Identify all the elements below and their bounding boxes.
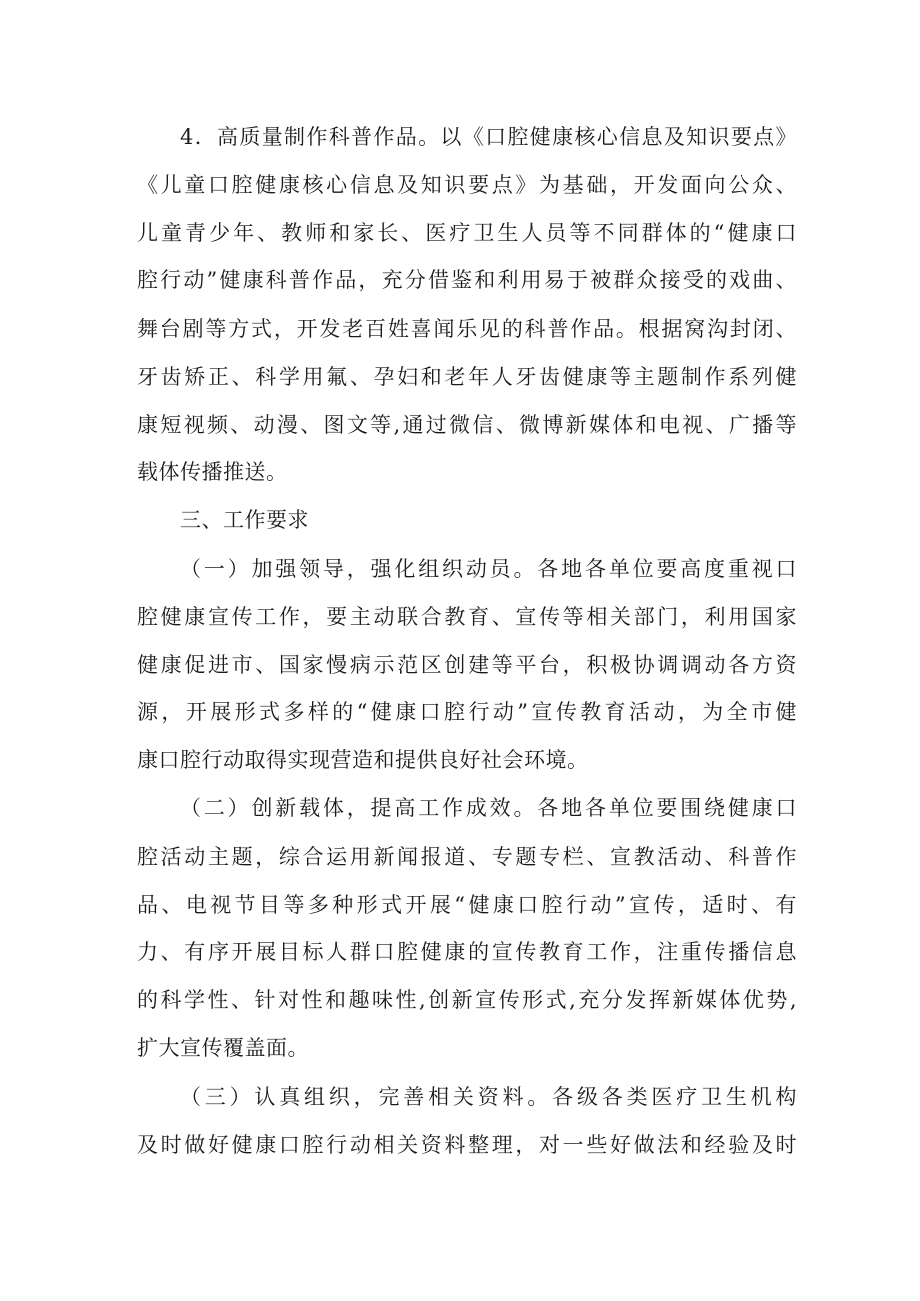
paragraph-4-line-1: 4．高质量制作科普作品。以《口腔健康核心信息及知识要点》 <box>180 125 797 149</box>
paragraph-a-line-1: （一）加强领导，强化组织动员。各地各单位要高度重视口 <box>180 557 797 581</box>
paragraph-a-line-2: 腔健康宣传工作，要主动联合教育、宣传等相关部门，利用国家 <box>137 605 797 629</box>
paragraph-4-line-3: 儿童青少年、教师和家长、医疗卫生人员等不同群体的“健康口 <box>137 221 797 245</box>
paragraph-b-line-2: 腔活动主题，综合运用新闻报道、专题专栏、宣教活动、科普作 <box>137 845 797 869</box>
paragraph-4-line-6: 牙齿矫正、科学用氟、孕妇和老年人牙齿健康等主题制作系列健 <box>137 365 797 389</box>
paragraph-4-line-2: 《儿童口腔健康核心信息及知识要点》为基础，开发面向公众、 <box>137 173 797 197</box>
paragraph-b-line-3: 品、电视节目等多种形式开展“健康口腔行动”宣传，适时、有 <box>137 893 797 917</box>
paragraph-4-line-8: 载体传播推送。 <box>137 460 288 484</box>
paragraph-b-line-5: 的科学性、针对性和趣味性,创新宣传形式,充分发挥新媒体优势, <box>137 988 797 1012</box>
paragraph-b-line-4: 力、有序开展目标人群口腔健康的宣传教育工作，注重传播信息 <box>137 940 797 964</box>
paragraph-c-line-2: 及时做好健康口腔行动相关资料整理，对一些好做法和经验及时 <box>137 1133 797 1157</box>
paragraph-b-line-1: （二）创新载体，提高工作成效。各地各单位要围绕健康口 <box>180 796 797 820</box>
paragraph-4-line-4: 腔行动”健康科普作品，充分借鉴和利用易于被群众接受的戏曲、 <box>137 268 797 292</box>
paragraph-a-line-5: 康口腔行动取得实现营造和提供良好社会环境。 <box>137 748 589 772</box>
paragraph-4-line-5: 舞台剧等方式，开发老百姓喜闻乐见的科普作品。根据窝沟封闭、 <box>137 317 797 341</box>
paragraph-a-line-3: 健康促进市、国家慢病示范区创建等平台，积极协调调动各方资 <box>137 653 797 677</box>
paragraph-a-line-4: 源，开展形式多样的“健康口腔行动”宣传教育活动，为全市健 <box>137 700 797 724</box>
paragraph-c-line-1: （三）认真组织，完善相关资料。各级各类医疗卫生机构 <box>180 1085 797 1109</box>
section-heading: 三、工作要求 <box>180 508 309 532</box>
paragraph-b-line-6: 扩大宣传覆盖面。 <box>137 1036 309 1060</box>
paragraph-4-line-7: 康短视频、动漫、图文等,通过微信、微博新媒体和电视、广播等 <box>137 413 797 437</box>
